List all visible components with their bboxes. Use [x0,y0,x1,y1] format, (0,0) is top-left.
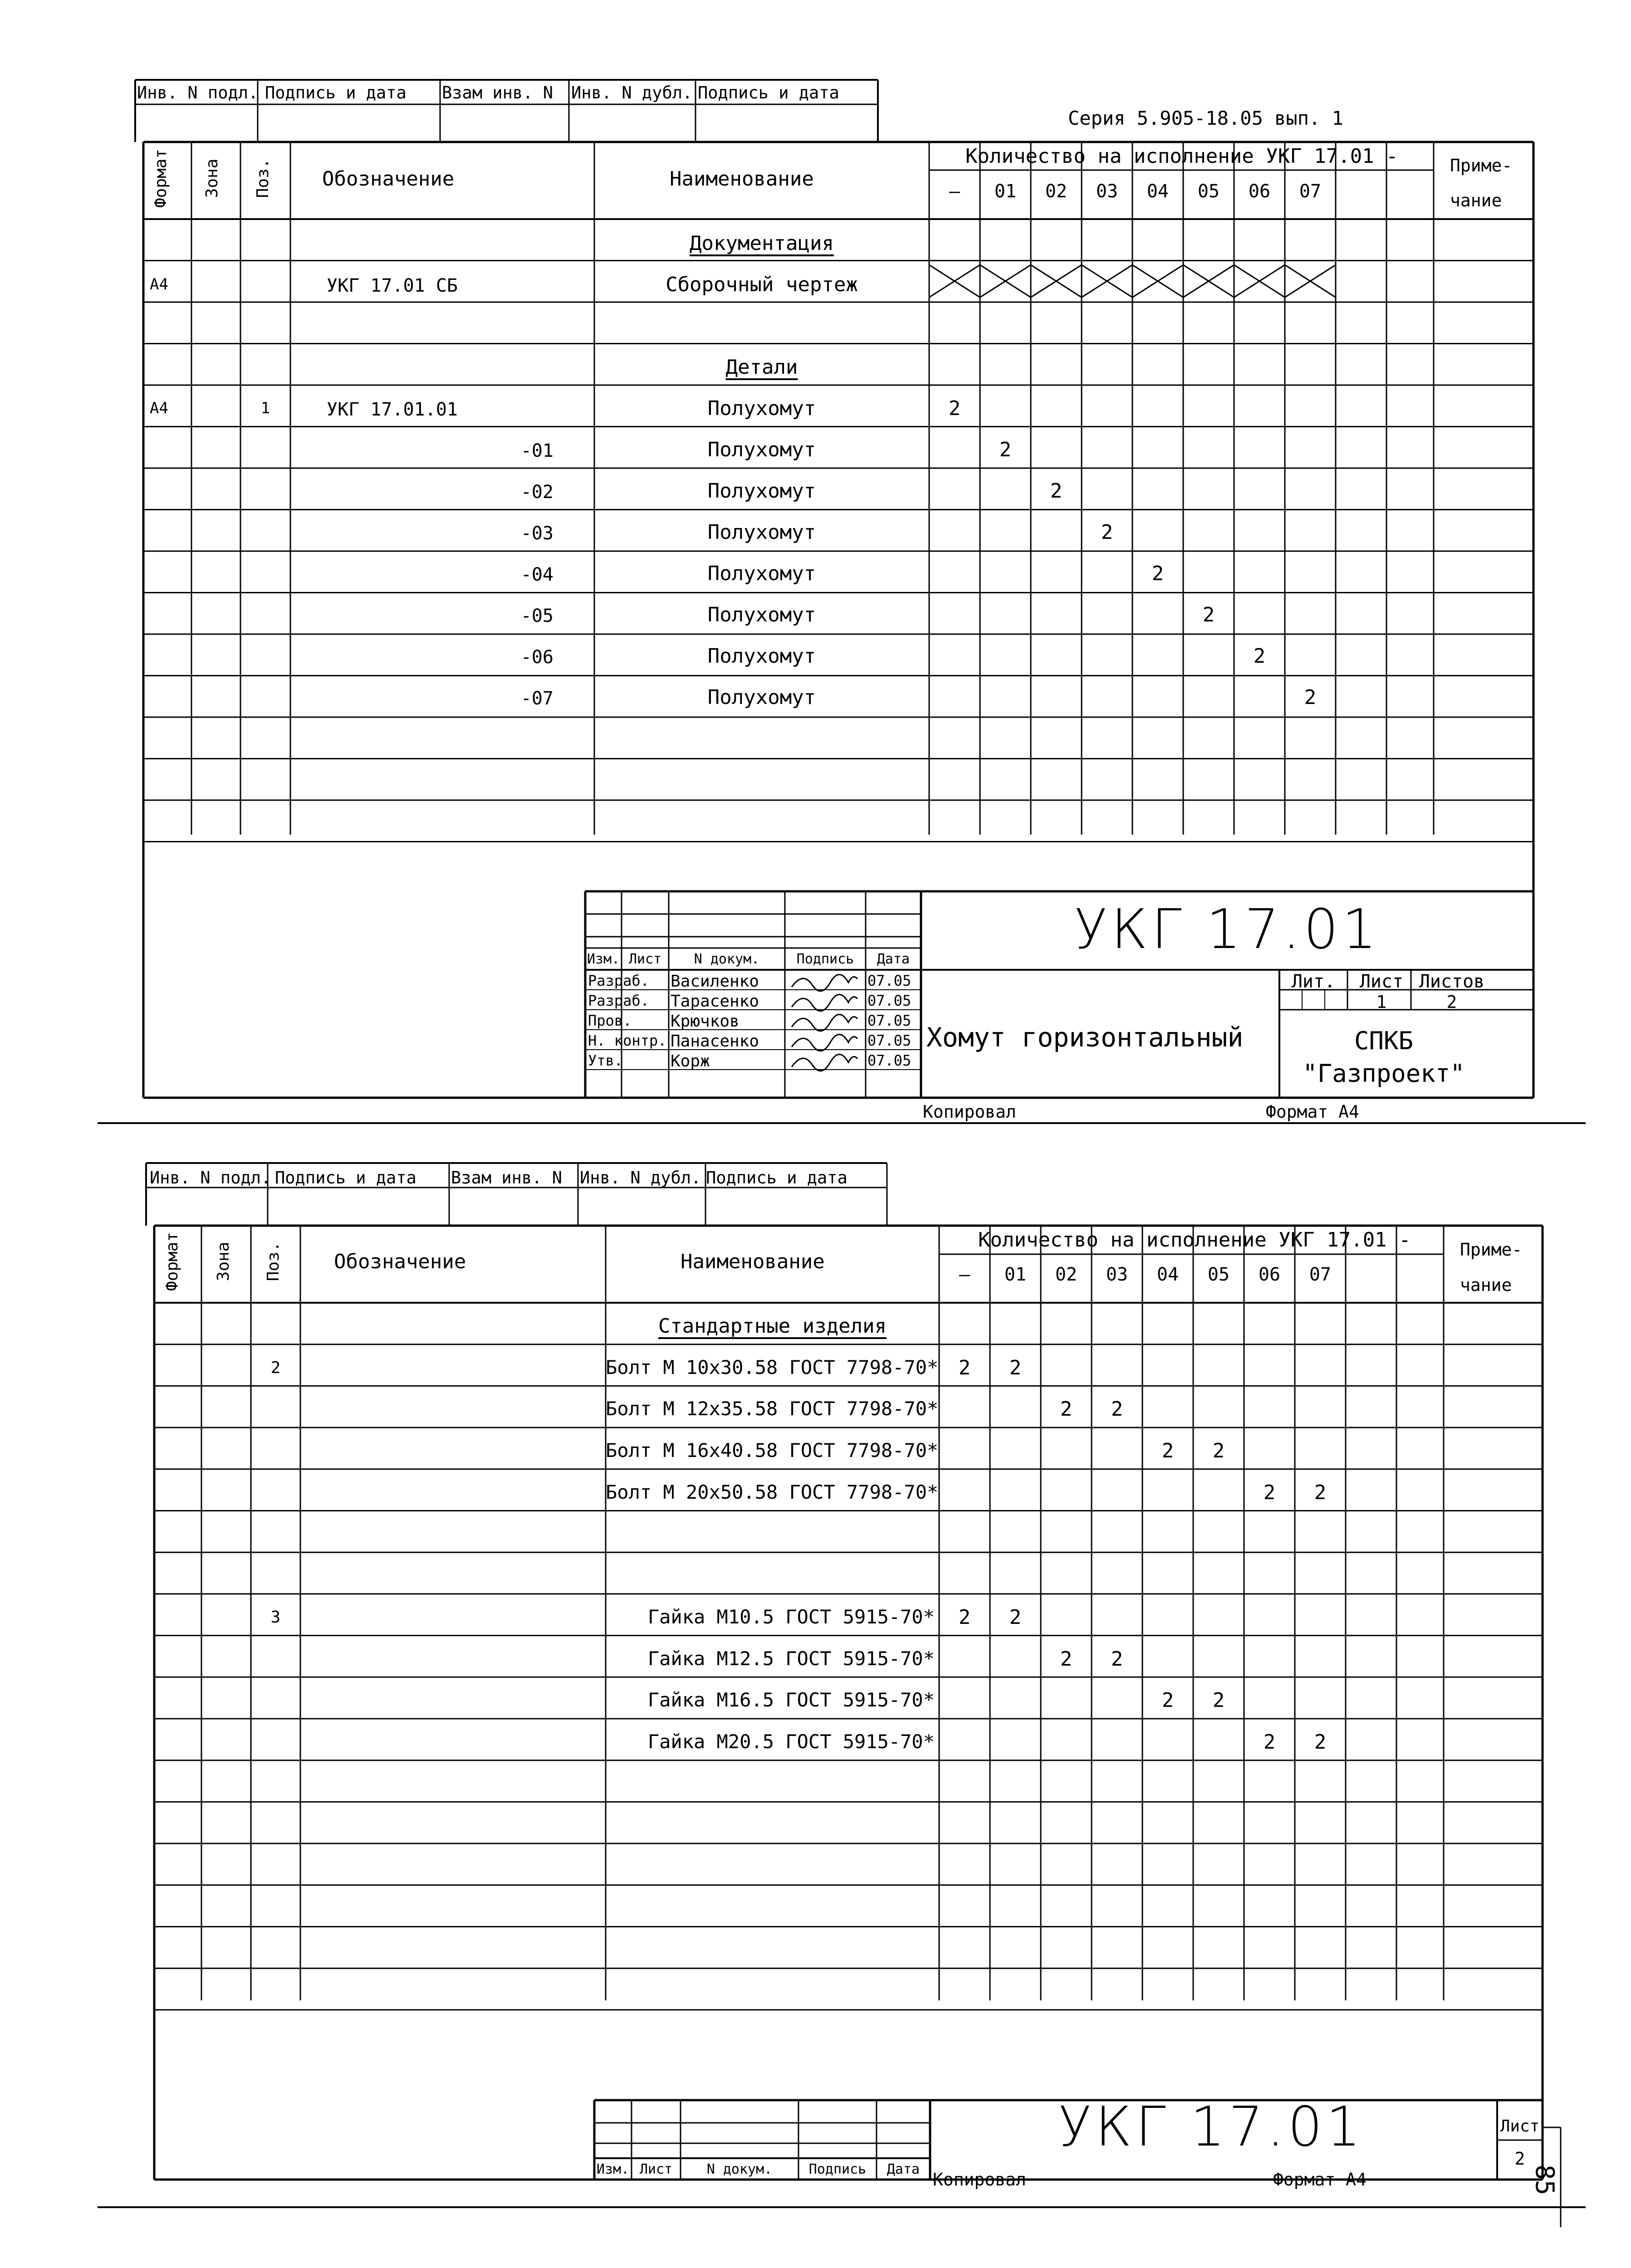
sheet-2 [0,1152,1631,2268]
format-label: Формат А4 [1273,2170,1367,2190]
strip-label-inv-dubl: Инв. N дубл. [580,1168,701,1188]
quantity-cell: 2 [958,1356,971,1379]
series-label: Серия 5.905-18.05 вып. 1 [1068,107,1343,129]
strip-label-inv-dubl: Инв. N дубл. [571,83,693,103]
signatory-date: 07.05 [867,1032,911,1049]
signatory-role: Разраб. [588,972,649,989]
execution-header-0: – [959,1264,970,1285]
copied-label: Копировал [933,2170,1026,2190]
section-heading: Документация [690,232,834,255]
row-designation: -01 [520,440,553,461]
page-number: 85 [1530,2165,1559,2195]
strip-label-sign-date-2: Подпись и дата [706,1168,847,1188]
quantity-cell: 2 [1101,521,1113,544]
signature-mark [792,1055,857,1071]
quantity-cell: 2 [1314,1730,1327,1754]
quantity-cell: 2 [1202,603,1215,626]
row-name: Полухомут [707,562,816,585]
header-format: Формат [152,148,170,208]
header-pos: Поз. [264,1242,283,1281]
strip-label-sign-date-1: Подпись и дата [275,1168,416,1188]
title-block-sheets-total: 2 [1446,992,1457,1012]
header-quantity: Количество на исполнение УКГ 17.01 - [965,145,1398,168]
quantity-cell: 2 [1060,1647,1073,1671]
row-name: Полухомут [707,521,816,544]
signatory-role: Пров. [588,1012,632,1029]
row-designation: УКГ 17.01 СБ [327,275,458,296]
quantity-cell: 2 [1151,562,1164,585]
row-name: Болт М 20х50.58 ГОСТ 7798-70* [606,1481,939,1503]
format-label: Формат А4 [1266,1102,1359,1122]
row-name: Гайка М10.5 ГОСТ 5915-70* [647,1605,935,1628]
header-note-line2: чание [1450,191,1502,210]
signatory-date: 07.05 [867,972,911,989]
execution-header-5: 05 [1207,1264,1230,1285]
header-designation: Обозначение [334,1250,466,1273]
title-block-sheet-label: Лист [1500,2117,1540,2136]
row-name: Болт М 12х35.58 ГОСТ 7798-70* [606,1398,939,1420]
header-quantity: Количество на исполнение УКГ 17.01 - [978,1228,1411,1251]
row-format: А4 [150,275,168,293]
title-block-col-header: N докум. [694,951,760,967]
header-note-line2: чание [1460,1275,1512,1295]
header-format: Формат [163,1232,181,1291]
sheet-1 [0,0,1631,1125]
row-designation: УКГ 17.01.01 [327,399,458,420]
row-name: Сборочный чертеж [666,273,858,296]
quantity-cell: 2 [1161,1439,1174,1463]
signatory-date: 07.05 [867,1052,911,1069]
quantity-cell: 2 [948,397,961,420]
row-designation: -04 [520,564,553,585]
execution-header-2: 02 [1045,181,1068,202]
execution-header-6: 06 [1258,1264,1281,1285]
title-block-lit-label: Лит. [1291,971,1336,992]
row-name: Полухомут [707,438,816,461]
execution-header-2: 02 [1055,1264,1078,1285]
signatory-role: Разраб. [588,992,649,1009]
strip-label-sign-date-1: Подпись и дата [265,83,407,103]
header-zone: Зона [214,1242,233,1281]
signatory-name: Тарасенко [671,992,759,1011]
title-block-sheet-label: Лист [1359,971,1404,992]
execution-header-4: 04 [1146,181,1169,202]
title-block-designation: УКГ 17.01 [1074,898,1381,961]
row-name: Гайка М20.5 ГОСТ 5915-70* [647,1730,935,1753]
execution-header-5: 05 [1197,181,1220,202]
header-name: Наименование [681,1250,825,1273]
strip-label-inv-podl: Инв. N подл. [137,83,259,103]
row-name: Полухомут [707,645,816,668]
section-heading: Стандартные изделия [658,1315,887,1338]
row-format: А4 [150,399,168,417]
header-note-line1: Приме- [1460,1240,1523,1260]
row-designation: -02 [520,482,553,503]
row-name: Полухомут [707,479,816,503]
section-heading: Детали [725,356,798,379]
signatory-name: Корж [671,1052,710,1070]
quantity-cell: 2 [1161,1689,1174,1712]
quantity-cell: 2 [1050,479,1063,503]
signatory-name: Крючков [671,1012,740,1031]
quantity-cell: 2 [1009,1356,1022,1379]
row-designation: -03 [520,523,553,544]
title-block-col-header: Лист [639,2161,673,2177]
title-block-col-header: Подпись [808,2161,867,2177]
signature-mark [792,1035,857,1051]
execution-header-7: 07 [1299,181,1322,202]
quantity-cell: 2 [999,438,1012,461]
header-name: Наименование [670,167,814,191]
execution-header-0: – [949,181,960,202]
quantity-cell: 2 [1314,1481,1327,1504]
execution-header-1: 01 [1004,1264,1027,1285]
signatory-role: Н. контр. [588,1032,667,1049]
signature-mark [792,1015,857,1031]
header-designation: Обозначение [322,167,455,191]
row-name: Болт М 16х40.58 ГОСТ 7798-70* [606,1439,939,1462]
title-block-sheet-no: 2 [1514,2149,1525,2169]
execution-header-3: 03 [1096,181,1118,202]
signatory-role: Утв. [588,1052,623,1069]
strip-label-sign-date-2: Подпись и дата [698,83,839,103]
quantity-cell: 2 [1212,1439,1225,1463]
quantity-cell: 2 [1253,645,1266,668]
quantity-cell: 2 [1111,1398,1123,1421]
title-block-col-header: Дата [887,2161,920,2177]
signatory-name: Панасенко [671,1032,759,1051]
title-block-designation: УКГ 17.01 [1058,2096,1365,2159]
row-position: 3 [270,1608,281,1627]
quantity-cell: 2 [1263,1730,1276,1754]
title-block-col-header: Лист [628,951,662,967]
strip-label-vzam: Взам инв. N [451,1168,563,1188]
execution-header-7: 07 [1309,1264,1332,1285]
title-block-col-header: Подпись [796,951,854,967]
title-block-org-line1: СПКБ [1354,1026,1414,1055]
title-block-col-header: Дата [877,951,910,967]
header-pos: Поз. [254,158,272,198]
title-block-org-line2: "Газпроект" [1303,1059,1465,1088]
quantity-cell: 2 [1212,1689,1225,1712]
row-position: 1 [260,399,270,417]
signature-mark [792,975,857,991]
execution-header-1: 01 [994,181,1017,202]
row-name: Гайка М16.5 ГОСТ 5915-70* [647,1689,935,1711]
title-block-sheet-no: 1 [1376,992,1387,1012]
row-name: Полухомут [707,686,816,709]
row-name: Полухомут [707,397,816,420]
header-note-line1: Приме- [1450,156,1513,176]
strip-label-vzam: Взам инв. N [442,83,553,103]
copied-label: Копировал [923,1102,1016,1122]
signatory-date: 07.05 [867,992,911,1009]
execution-header-6: 06 [1248,181,1271,202]
execution-header-4: 04 [1156,1264,1179,1285]
row-name: Полухомут [707,603,816,626]
row-position: 2 [270,1358,281,1377]
row-name: Гайка М12.5 ГОСТ 5915-70* [647,1647,935,1670]
row-designation: -05 [520,606,553,626]
header-zone: Зона [203,158,221,198]
execution-header-3: 03 [1106,1264,1128,1285]
quantity-cell: 2 [1009,1605,1022,1629]
row-designation: -07 [520,688,553,709]
signature-mark [792,995,857,1011]
strip-label-inv-podl: Инв. N подл. [150,1168,271,1188]
quantity-cell: 2 [1060,1398,1073,1421]
row-designation: -06 [520,647,553,668]
title-block-col-header: Изм. [587,951,620,967]
quantity-cell: 2 [1263,1481,1276,1504]
cut-line-1 [98,1122,1586,1124]
title-block-col-header: Изм. [596,2161,630,2177]
quantity-cell: 2 [958,1605,971,1629]
quantity-cell: 2 [1304,686,1317,709]
title-block-title: Хомут горизонтальный [926,1022,1244,1053]
signatory-name: Василенко [671,972,759,991]
title-block-sheets-label: Листов [1419,971,1485,992]
cut-line-2 [98,2206,1586,2208]
title-block-col-header: N докум. [706,2161,773,2177]
signatory-date: 07.05 [867,1012,911,1029]
row-name: Болт М 10х30.58 ГОСТ 7798-70* [606,1356,939,1378]
quantity-cell: 2 [1111,1647,1123,1671]
